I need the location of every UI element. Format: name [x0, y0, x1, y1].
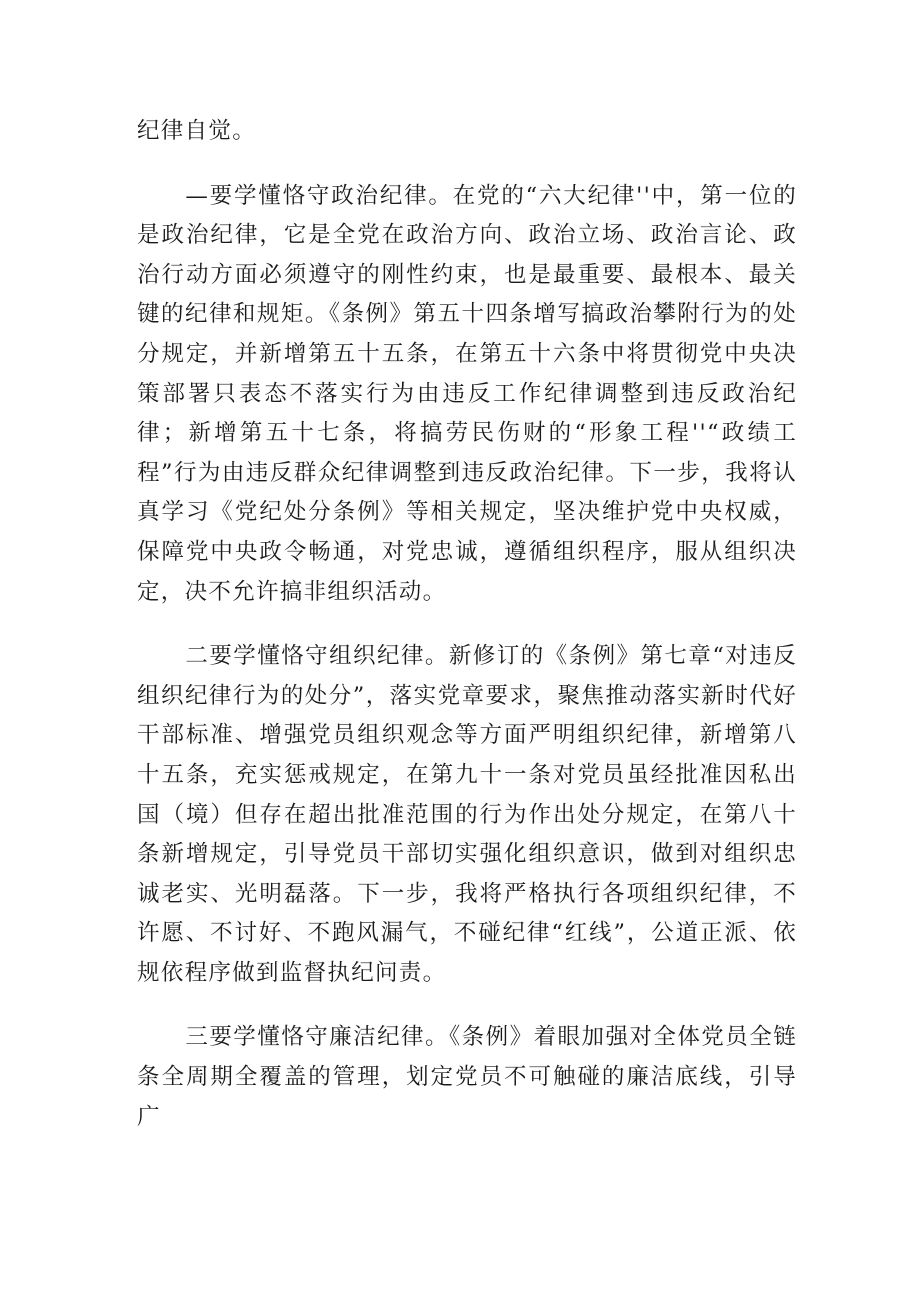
document-body	[137, 112, 797, 1162]
paragraph-continuation: 纪律自觉。	[137, 118, 257, 144]
paragraph-integrity-discipline: 三要学懂恪守廉洁纪律。《条例》着眼加强对全体党员全链条全周期全覆盖的管理，划定党员不可触碰的廉洁底线，引导广	[137, 1024, 797, 1130]
paragraph-organizational-discipline: 二要学懂恪守组织纪律。新修订的《条例》第七章“对违反组织纪律行为的处分”，落实党章要求，聚焦推动落实新时代好干部标准、增强党员组织观念等方面严明组织纪律，新增第八十五条，充实惩戒规定，在第九十一条对党员虽经批准因私出国（境）但存在超出批准范围的行为作出处分规定，在第八十条新增规定，引导党员干部切实强化组织意识，做到对组织忠诚老实、光明磊落。下一步，我将严格执行各项组织纪律，不许愿、不讨好、不跑风漏气，不碰纪律“红线”，公道正派、依规依程序做到监督执纪问责。	[137, 643, 797, 986]
paragraph-political-discipline: —要学懂恪守政治纪律。在党的“六大纪律''中，第一位的是政治纪律，它是全党在政治方向、政治立场、政治言论、政治行动方面必须遵守的刚性约束，也是最重要、最根本、最关键的纪律和规矩。《条例》第五十四条增写搞政治攀附行为的处分规定，并新增第五十五条，在第五十六条中将贯彻党中央决策部署只表态不落实行为由违反工作纪律调整到违反政治纪律；新增第五十七条，将搞劳民伤财的“形象工程''“政绩工程”行为由违反群众纪律调整到违反政治纪律。下一步，我将认真学习《党纪处分条例》等相关规定，坚决维护党中央权威，保障党中央政令畅通，对党忠诚，遵循组织程序，服从组织决定，决不允许搞非组织活动。	[137, 182, 797, 605]
